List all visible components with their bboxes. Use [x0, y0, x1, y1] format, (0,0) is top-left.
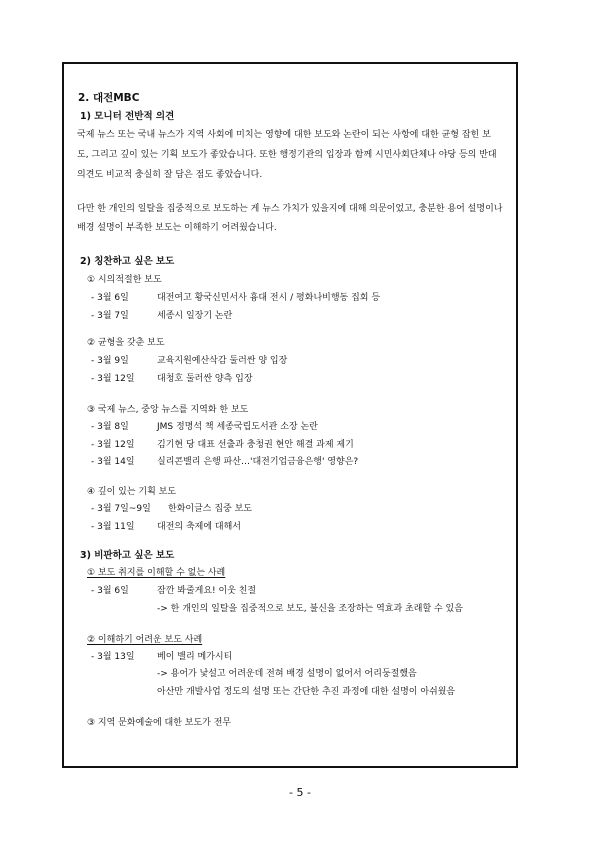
praise-item-text: 대전의 축제에 대해서: [157, 522, 241, 532]
praise-item-date: - 3월 12일: [91, 440, 135, 450]
page-number: - 5 -: [289, 786, 311, 799]
praise-item-text: JMS 정명석 책 세종국립도서관 소장 논란: [157, 422, 318, 432]
criticism-group-title: ③ 지역 문화예술에 대한 보도가 전무: [87, 718, 232, 728]
praise-item-text: 김기현 당 대표 선출과 충청권 현안 해결 과제 제기: [157, 440, 354, 450]
praise-item-text: 한화이글스 집중 보도: [168, 504, 252, 514]
criticism-group-title: ① 보도 취지를 이해할 수 없는 사례: [87, 568, 226, 578]
praise-item-text: 실리콘밸리 은행 파산…'대전기업금융은행' 영향은?: [157, 457, 359, 467]
overview-heading: 1) 모니터 전반적 의견: [80, 111, 175, 122]
section-title: 2. 대전MBC: [78, 92, 140, 104]
praise-group-title: ① 시의적절한 보도: [87, 275, 162, 285]
overview-para2-line2: 배경 설명이 부족한 보도는 이해하기 어려웠습니다.: [77, 223, 277, 233]
praise-heading: 2) 칭찬하고 싶은 보도: [80, 256, 175, 267]
praise-item-date: - 3월 8일: [91, 422, 129, 432]
overview-para1-line1: 국제 뉴스 또는 국내 뉴스가 지역 사회에 미치는 영향에 대한 보도와 논란이 되는 사항에 대한 균형 잡힌 보: [77, 130, 491, 140]
overview-para1-line3: 의견도 비교적 충실히 잘 담은 점도 좋았습니다.: [77, 170, 263, 180]
criticism-item-text: 잠깐 봐줄게요! 이웃 친절: [157, 586, 257, 596]
praise-item-text: 대전여고 황국신민서사 흉대 전시 / 평화나비행동 집회 등: [157, 293, 381, 303]
praise-group-title: ④ 깊이 있는 기획 보도: [87, 487, 177, 497]
praise-item-date: - 3월 11일: [91, 522, 135, 532]
praise-item-text: 대청호 둘러싼 양측 입장: [157, 374, 253, 384]
criticism-item-note: -> 용어가 낯설고 어려운데 전혀 배경 설명이 없어서 어리둥절했음: [157, 669, 417, 679]
praise-item-date: - 3월 7일: [91, 311, 129, 321]
praise-item-date: - 3월 7일~9일: [91, 504, 151, 514]
overview-para1-line2: 도, 그리고 깊이 있는 기획 보도가 좋았습니다. 또한 행정기관의 입장과 함께 시민사회단체나 야당 등의 반대: [77, 150, 497, 160]
criticism-item-text: 베이 밸리 메가시티: [157, 652, 233, 662]
praise-item-date: - 3월 6일: [91, 293, 129, 303]
criticism-group-title: ② 이해하기 어려운 보도 사례: [87, 635, 203, 645]
praise-group-title: ③ 국제 뉴스, 중앙 뉴스를 지역화 한 보도: [87, 405, 249, 415]
criticism-item-note: -> 한 개인의 일탈을 집중적으로 보도, 불신을 조장하는 역효과 초래할 수 있음: [157, 604, 463, 614]
criticism-heading: 3) 비판하고 싶은 보도: [80, 550, 175, 561]
praise-group-title: ② 균형을 갖춘 보도: [87, 338, 165, 348]
praise-item-date: - 3월 14일: [91, 457, 135, 467]
criticism-item-date: - 3월 13일: [91, 652, 135, 662]
praise-item-date: - 3월 9일: [91, 356, 129, 366]
praise-item-text: 교육지원예산삭감 둘러싼 양 입장: [157, 356, 288, 366]
criticism-item-note: 아산만 개발사업 정도의 설명 또는 간단한 추진 과정에 대한 설명이 아쉬웠음: [157, 687, 456, 697]
criticism-item-date: - 3월 6일: [91, 586, 129, 596]
praise-item-text: 세종시 일장기 논란: [157, 311, 233, 321]
overview-para2-line1: 다만 한 개인의 일탈을 집중적으로 보도하는 게 뉴스 가치가 있을지에 대해 의문이었고, 충분한 용어 설명이나: [77, 204, 503, 214]
praise-item-date: - 3월 12일: [91, 374, 135, 384]
